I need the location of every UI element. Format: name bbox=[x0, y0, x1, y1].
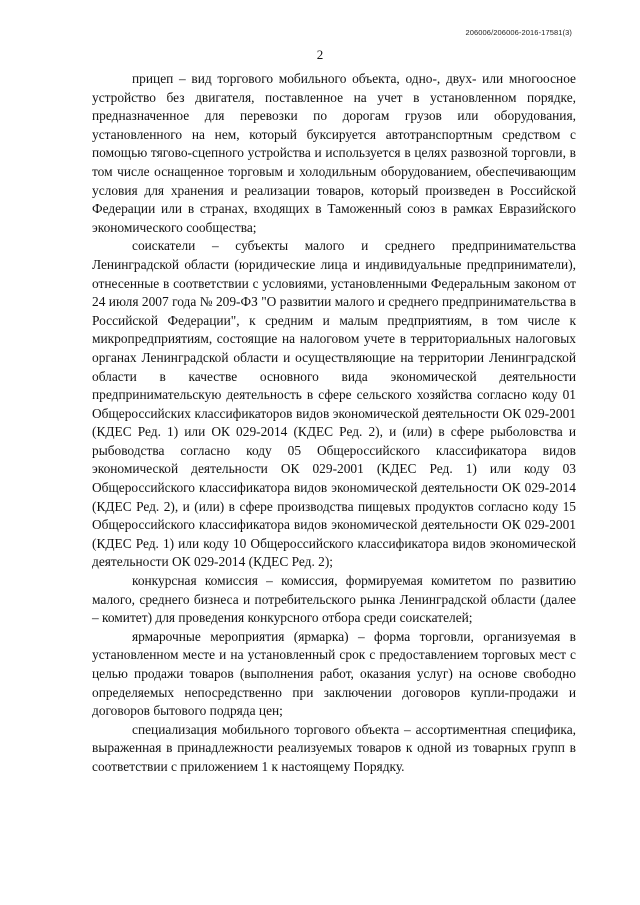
paragraph-applicants-definition: соискатели – субъекты малого и среднего предпринимательства Ленинградской области (юридические лица и индивидуальные предприниматели), отнесенные в соответствии с условиями, установленными Федеральным законом от 24 июля 2007 года № 209-ФЗ "О развитии малого и среднего предпринимательства в Российской Федерации", к средним и малым предприятиям, в том числе к микропредприятиям, состоящие на налоговом учете в территориальных налоговых органах Ленинградской области и осуществляющие на территории Ленинградской области в качестве основного вида экономической деятельности предпринимательскую деятельность в сфере сельского хозяйства согласно коду 01 Общероссийских классификаторов видов экономической деятельности ОК 029-2001 (КДЕС Ред. 1) или ОК 029-2014 (КДЕС Ред. 2), и (или) в сфере рыболовства и рыбоводства согласно коду 05 Общероссийского классификатора видов экономической деятельности ОК 029-2001 (КДЕС Ред. 1) или коду 03 Общероссийского классификатора видов экономической деятельности ОК 029-2014 (КДЕС Ред. 2), и (или) в сфере производства пищевых продуктов согласно коду 15 Общероссийского классификатора видов экономической деятельности ОК 029-2001 (КДЕС Ред. 1) или коду 10 Общероссийского классификатора видов экономической деятельности ОК 029-2014 (КДЕС Ред. 2); bbox=[92, 238, 576, 570]
paragraph-trailer-definition: прицеп – вид торгового мобильного объекта, одно-, двух- или многоосное устройство без двигателя, поставленное на учет в установленном порядке, предназначенное для перевозки по дорогам грузов или оборудования, установленного на нем, который буксируется автотранспортным средством с помощью тягово-сцепного устройства и используется в целях развозной торговли, в том числе оснащенное торговым и холодильным оборудованием, обеспечивающим условия для хранения и реализации товаров, который произведен в Российской Федерации или в странах, входящих в Таможенный союз в рамках Евразийского экономического сообщества; bbox=[92, 71, 576, 235]
paragraph-commission-definition: конкурсная комиссия – комиссия, формируемая комитетом по развитию малого, среднего бизнеса и потребительского рынка Ленинградской области (далее – комитет) для проведения конкурсного отбора среди соискателей; bbox=[92, 573, 576, 626]
page-number: 2 bbox=[316, 47, 324, 62]
paragraph-specialization-definition: специализация мобильного торгового объекта – ассортиментная специфика, выраженная в принадлежности реализуемых товаров к одной из товарных групп в соответствии с приложением 1 к настоящему Порядку. bbox=[92, 721, 576, 774]
document-body bbox=[92, 70, 576, 777]
document-id: 206006/206006-2016-17581(3) bbox=[465, 28, 572, 37]
paragraph-fair-definition: ярмарочные мероприятия (ярмарка) – форма торговли, организуемая в установленном месте и на установленный срок с предоставлением торговых мест с целью продажи товаров (выполнения работ, оказания услуг) на основе свободно определяемых непосредственно при заключении договоров купли-продажи и договоров бытового подряда цен; bbox=[92, 628, 576, 719]
